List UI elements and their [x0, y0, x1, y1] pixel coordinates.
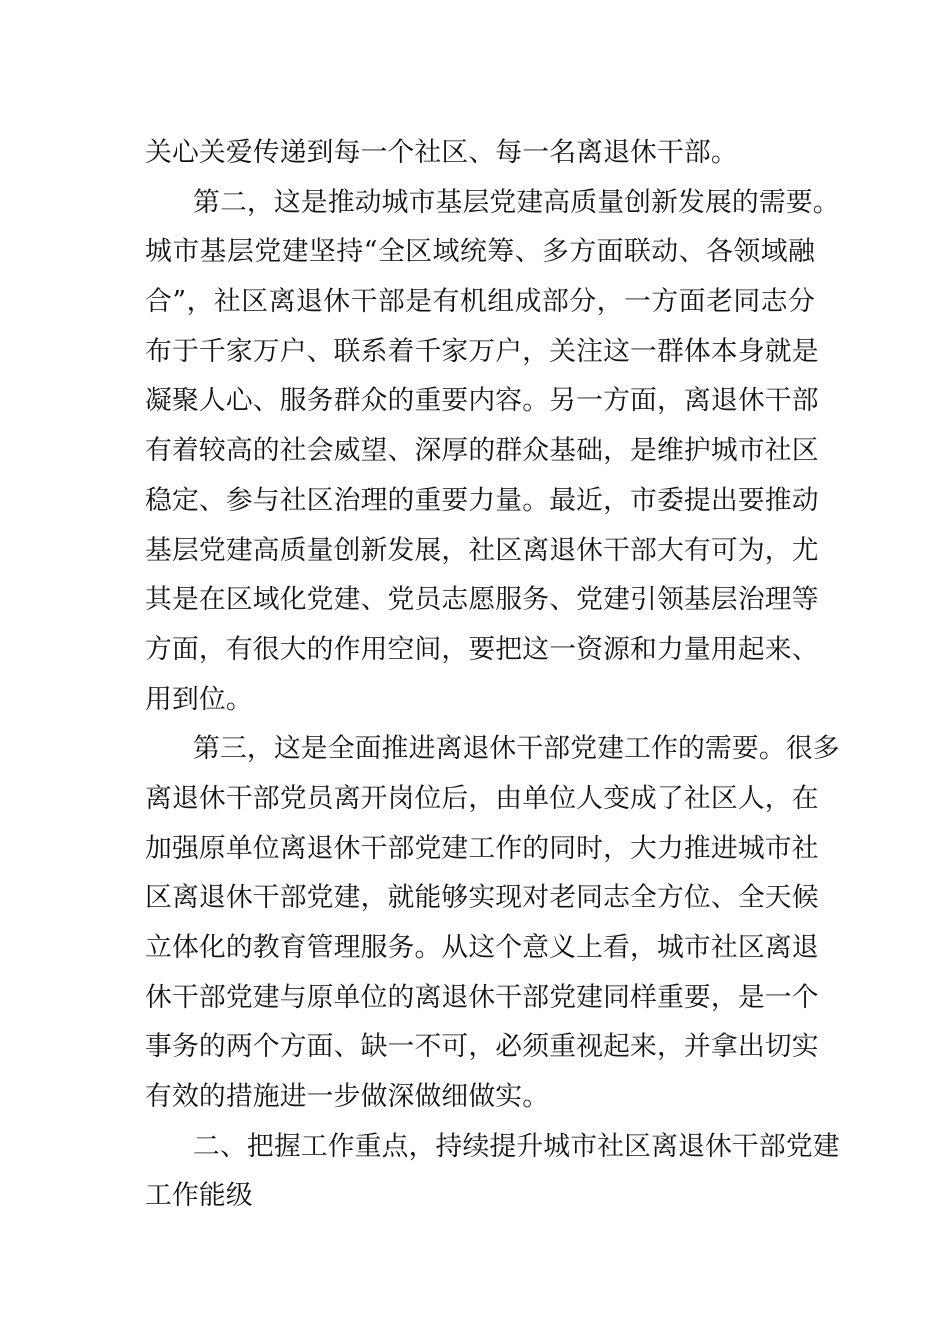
document-body [145, 128, 840, 1221]
text-line: 事务的两个方面、缺一不可，必须重视起来，并拿出切实 [145, 1031, 819, 1063]
text-line: 有效的措施进一步做深做细做实。 [145, 1081, 550, 1113]
text-line: 城市基层党建坚持“全区域统筹、多方面联动、各领域融 [145, 236, 815, 268]
text-line: 凝聚人心、服务群众的重要内容。另一方面，离退休干部 [145, 385, 819, 417]
text-line: 加强原单位离退休干部党建工作的同时，大力推进城市社 [145, 832, 819, 864]
text-line: 离退休干部党员离开岗位后，由单位人变成了社区人，在 [145, 782, 819, 814]
text-line: 方面，有很大的作用空间，要把这一资源和力量用起来、 [145, 633, 819, 665]
text-line: 用到位。 [145, 683, 253, 715]
text-line: 布于千家万户、联系着千家万户，关注这一群体本身就是 [145, 335, 819, 367]
text-line: 合”，社区离退休干部是有机组成部分，一方面老同志分 [145, 286, 815, 318]
paragraph-start-line: 第二，这是推动城市基层党建高质量创新发展的需要。 [193, 186, 840, 218]
text-line: 区离退休干部党建，就能够实现对老同志全方位、全天候 [145, 882, 819, 914]
text-line: 关心关爱传递到每一个社区、每一名离退休干部。 [145, 137, 738, 168]
text-line: 稳定、参与社区治理的重要力量。最近，市委提出要推动 [145, 484, 819, 516]
text-line: 休干部党建与原单位的离退休干部党建同样重要，是一个 [145, 981, 819, 1013]
text-line: 有着较高的社会威望、深厚的群众基础，是维护城市社区 [145, 435, 819, 467]
section-heading-line: 二、把握工作重点，持续提升城市社区离退休干部党建 [193, 1130, 840, 1162]
text-line: 基层党建高质量创新发展，社区离退休干部大有可为，尤 [145, 534, 819, 566]
paragraph-start-line: 第三，这是全面推进离退休干部党建工作的需要。很多 [193, 733, 840, 765]
text-line: 立体化的教育管理服务。从这个意义上看，城市社区离退 [145, 932, 819, 963]
section-heading-line: 工作能级 [145, 1180, 253, 1212]
text-line: 其是在区域化党建、党员志愿服务、党建引领基层治理等 [145, 584, 819, 616]
